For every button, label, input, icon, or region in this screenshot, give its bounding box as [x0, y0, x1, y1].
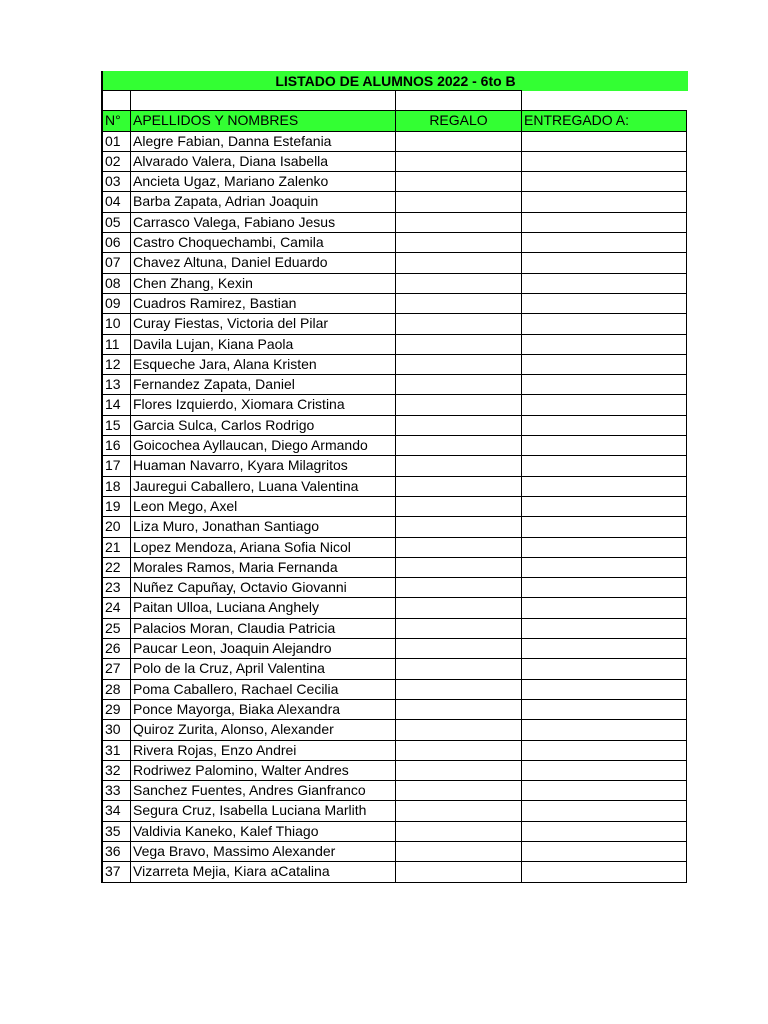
student-name-cell[interactable]: Chavez Altuna, Daniel Eduardo [130, 252, 396, 273]
table-row [101, 538, 688, 558]
delivered-cell[interactable] [521, 618, 687, 639]
delivered-cell[interactable] [521, 394, 687, 415]
student-name-cell[interactable]: Polo de la Cruz, April Valentina [130, 658, 396, 679]
delivered-cell[interactable] [521, 191, 687, 212]
student-name-cell[interactable]: Fernandez Zapata, Daniel [130, 374, 396, 395]
blank-cell [521, 90, 687, 111]
student-name-cell[interactable]: Rodriwez Palomino, Walter Andres [130, 760, 396, 781]
table-row [101, 233, 688, 253]
gift-cell[interactable] [395, 821, 522, 842]
delivered-cell[interactable] [521, 374, 687, 395]
delivered-cell[interactable] [521, 597, 687, 618]
delivered-cell[interactable] [521, 313, 687, 334]
student-num-cell[interactable]: 24 [101, 597, 131, 618]
delivered-cell[interactable] [521, 415, 687, 436]
student-name-cell[interactable]: Palacios Moran, Claudia Patricia [130, 618, 396, 639]
delivered-cell[interactable] [521, 821, 687, 842]
gift-cell[interactable] [395, 618, 522, 639]
gift-cell[interactable] [395, 719, 522, 740]
student-list-sheet [101, 71, 688, 883]
student-name-cell[interactable]: Jauregui Caballero, Luana Valentina [130, 476, 396, 497]
student-name-cell[interactable]: Chen Zhang, Kexin [130, 273, 396, 294]
student-name-cell[interactable]: Ponce Mayorga, Biaka Alexandra [130, 699, 396, 720]
table-row [101, 761, 688, 781]
gift-cell[interactable] [395, 212, 522, 233]
student-num-cell[interactable]: 21 [101, 537, 131, 558]
student-name-cell[interactable]: Vega Bravo, Massimo Alexander [130, 841, 396, 862]
gift-cell[interactable] [395, 476, 522, 497]
student-name-cell[interactable]: Alvarado Valera, Diana Isabella [130, 151, 396, 172]
gift-cell[interactable] [395, 577, 522, 598]
gift-cell[interactable] [395, 679, 522, 700]
blank-row [101, 91, 688, 111]
student-name-cell[interactable]: Valdivia Kaneko, Kalef Thiago [130, 821, 396, 842]
delivered-cell[interactable] [521, 861, 687, 882]
student-name-cell[interactable]: Carrasco Valega, Fabiano Jesus [130, 212, 396, 233]
student-num-cell[interactable]: 20 [101, 516, 131, 537]
student-num-cell[interactable]: 04 [101, 191, 131, 212]
delivered-cell[interactable] [521, 293, 687, 314]
table-row [101, 152, 688, 172]
student-num-cell[interactable]: 35 [101, 821, 131, 842]
table-row [101, 375, 688, 395]
delivered-cell[interactable] [521, 719, 687, 740]
delivered-cell[interactable] [521, 658, 687, 679]
blank-cell[interactable] [395, 90, 522, 111]
student-num-cell[interactable]: 26 [101, 638, 131, 659]
gift-cell[interactable] [395, 252, 522, 273]
gift-cell[interactable] [395, 638, 522, 659]
table-row [101, 456, 688, 476]
delivered-cell[interactable] [521, 516, 687, 537]
table-row [101, 578, 688, 598]
table-row [101, 862, 688, 882]
delivered-cell[interactable] [521, 557, 687, 578]
gift-cell[interactable] [395, 861, 522, 882]
table-row [101, 395, 688, 415]
student-name-cell[interactable]: Huaman Navarro, Kyara Milagritos [130, 455, 396, 476]
student-num-cell[interactable]: 02 [101, 151, 131, 172]
student-num-cell[interactable]: 22 [101, 557, 131, 578]
student-num-cell[interactable]: 28 [101, 679, 131, 700]
delivered-cell[interactable] [521, 334, 687, 355]
student-name-cell[interactable]: Vizarreta Mejia, Kiara aCatalina [130, 861, 396, 882]
student-num-cell[interactable]: 31 [101, 740, 131, 761]
delivered-cell[interactable] [521, 780, 687, 801]
header-name[interactable]: APELLIDOS Y NOMBRES [130, 110, 396, 131]
delivered-cell[interactable] [521, 212, 687, 233]
gift-cell[interactable] [395, 800, 522, 821]
gift-cell[interactable] [395, 740, 522, 761]
student-name-cell[interactable]: Segura Cruz, Isabella Luciana Marlith [130, 800, 396, 821]
student-num-cell[interactable]: 08 [101, 273, 131, 294]
gift-cell[interactable] [395, 841, 522, 862]
delivered-cell[interactable] [521, 760, 687, 781]
gift-cell[interactable] [395, 171, 522, 192]
gift-cell[interactable] [395, 760, 522, 781]
student-num-cell[interactable]: 25 [101, 618, 131, 639]
student-num-cell[interactable]: 29 [101, 699, 131, 720]
student-name-cell[interactable]: Liza Muro, Jonathan Santiago [130, 516, 396, 537]
gift-cell[interactable] [395, 131, 522, 152]
student-name-cell[interactable]: Barba Zapata, Adrian Joaquin [130, 191, 396, 212]
gift-cell[interactable] [395, 699, 522, 720]
table-row [101, 801, 688, 821]
table-row [101, 619, 688, 639]
gift-cell[interactable] [395, 313, 522, 334]
student-name-cell[interactable]: Rivera Rojas, Enzo Andrei [130, 740, 396, 761]
delivered-cell[interactable] [521, 638, 687, 659]
student-name-cell[interactable]: Ancieta Ugaz, Mariano Zalenko [130, 171, 396, 192]
table-row [101, 598, 688, 618]
student-num-cell[interactable]: 18 [101, 476, 131, 497]
delivered-cell[interactable] [521, 841, 687, 862]
table-row [101, 720, 688, 740]
table-row [101, 335, 688, 355]
column-header-row [101, 111, 688, 131]
student-num-cell[interactable]: 12 [101, 354, 131, 375]
student-name-cell[interactable]: Davila Lujan, Kiana Paola [130, 334, 396, 355]
table-row [101, 436, 688, 456]
student-name-cell[interactable]: Curay Fiestas, Victoria del Pilar [130, 313, 396, 334]
gift-cell[interactable] [395, 455, 522, 476]
gift-cell[interactable] [395, 537, 522, 558]
delivered-cell[interactable] [521, 455, 687, 476]
table-row [101, 172, 688, 192]
student-num-cell[interactable]: 13 [101, 374, 131, 395]
student-num-cell[interactable]: 36 [101, 841, 131, 862]
table-row [101, 741, 688, 761]
sheet-title: LISTADO DE ALUMNOS 2022 - 6to B [101, 71, 688, 91]
delivered-cell[interactable] [521, 131, 687, 152]
header-num[interactable]: N° [101, 110, 131, 131]
table-row [101, 639, 688, 659]
delivered-cell[interactable] [521, 496, 687, 517]
table-row [101, 517, 688, 537]
delivered-cell[interactable] [521, 354, 687, 375]
student-name-cell[interactable]: Alegre Fabian, Danna Estefania [130, 131, 396, 152]
student-num-cell[interactable]: 17 [101, 455, 131, 476]
gift-cell[interactable] [395, 354, 522, 375]
table-row [101, 314, 688, 334]
table-row [101, 294, 688, 314]
gift-cell[interactable] [395, 435, 522, 456]
gift-cell[interactable] [395, 597, 522, 618]
table-row [101, 700, 688, 720]
delivered-cell[interactable] [521, 232, 687, 253]
student-num-cell[interactable]: 09 [101, 293, 131, 314]
table-row [101, 680, 688, 700]
gift-cell[interactable] [395, 415, 522, 436]
student-name-cell[interactable]: Paitan Ulloa, Luciana Anghely [130, 597, 396, 618]
gift-cell[interactable] [395, 394, 522, 415]
delivered-cell[interactable] [521, 537, 687, 558]
student-num-cell[interactable]: 16 [101, 435, 131, 456]
delivered-cell[interactable] [521, 273, 687, 294]
delivered-cell[interactable] [521, 435, 687, 456]
student-name-cell[interactable]: Sanchez Fuentes, Andres Gianfranco [130, 780, 396, 801]
gift-cell[interactable] [395, 516, 522, 537]
delivered-cell[interactable] [521, 151, 687, 172]
gift-cell[interactable] [395, 334, 522, 355]
table-row [101, 822, 688, 842]
table-row [101, 213, 688, 233]
table-row [101, 842, 688, 862]
student-num-cell[interactable]: 06 [101, 232, 131, 253]
gift-cell[interactable] [395, 151, 522, 172]
table-row [101, 132, 688, 152]
delivered-cell[interactable] [521, 252, 687, 273]
student-num-cell[interactable]: 15 [101, 415, 131, 436]
header-gift[interactable]: REGALO [395, 110, 522, 131]
student-name-cell[interactable]: Goicochea Ayllaucan, Diego Armando [130, 435, 396, 456]
student-name-cell[interactable]: Castro Choquechambi, Camila [130, 232, 396, 253]
table-row [101, 781, 688, 801]
student-num-cell[interactable]: 03 [101, 171, 131, 192]
student-name-cell[interactable]: Esqueche Jara, Alana Kristen [130, 354, 396, 375]
table-row [101, 192, 688, 212]
student-num-cell[interactable]: 19 [101, 496, 131, 517]
blank-cell[interactable] [101, 90, 131, 111]
gift-cell[interactable] [395, 557, 522, 578]
student-num-cell[interactable]: 10 [101, 313, 131, 334]
student-num-cell[interactable]: 05 [101, 212, 131, 233]
blank-cell[interactable] [130, 90, 396, 111]
table-row [101, 477, 688, 497]
gift-cell[interactable] [395, 273, 522, 294]
student-num-cell[interactable]: 27 [101, 658, 131, 679]
student-name-cell[interactable]: Morales Ramos, Maria Fernanda [130, 557, 396, 578]
gift-cell[interactable] [395, 191, 522, 212]
student-num-cell[interactable]: 34 [101, 800, 131, 821]
student-name-cell[interactable]: Lopez Mendoza, Ariana Sofia Nicol [130, 537, 396, 558]
delivered-cell[interactable] [521, 171, 687, 192]
gift-cell[interactable] [395, 293, 522, 314]
student-num-cell[interactable]: 32 [101, 760, 131, 781]
delivered-cell[interactable] [521, 699, 687, 720]
delivered-cell[interactable] [521, 800, 687, 821]
delivered-cell[interactable] [521, 476, 687, 497]
gift-cell[interactable] [395, 780, 522, 801]
student-name-cell[interactable]: Poma Caballero, Rachael Cecilia [130, 679, 396, 700]
student-num-cell[interactable]: 14 [101, 394, 131, 415]
student-num-cell[interactable]: 23 [101, 577, 131, 598]
gift-cell[interactable] [395, 374, 522, 395]
table-row [101, 416, 688, 436]
student-rows [101, 132, 688, 883]
student-name-cell[interactable]: Garcia Sulca, Carlos Rodrigo [130, 415, 396, 436]
delivered-cell[interactable] [521, 679, 687, 700]
student-num-cell[interactable]: 37 [101, 861, 131, 882]
header-delivered[interactable]: ENTREGADO A: [521, 110, 687, 131]
student-num-cell[interactable]: 11 [101, 334, 131, 355]
student-name-cell[interactable]: Nuñez Capuñay, Octavio Giovanni [130, 577, 396, 598]
student-num-cell[interactable]: 30 [101, 719, 131, 740]
gift-cell[interactable] [395, 658, 522, 679]
delivered-cell[interactable] [521, 577, 687, 598]
student-name-cell[interactable]: Paucar Leon, Joaquin Alejandro [130, 638, 396, 659]
gift-cell[interactable] [395, 232, 522, 253]
student-name-cell[interactable]: Quiroz Zurita, Alonso, Alexander [130, 719, 396, 740]
student-name-cell[interactable]: Cuadros Ramirez, Bastian [130, 293, 396, 314]
student-name-cell[interactable]: Flores Izquierdo, Xiomara Cristina [130, 394, 396, 415]
table-row [101, 355, 688, 375]
table-row [101, 497, 688, 517]
delivered-cell[interactable] [521, 740, 687, 761]
table-row [101, 274, 688, 294]
table-row [101, 659, 688, 679]
student-num-cell[interactable]: 33 [101, 780, 131, 801]
table-row [101, 253, 688, 273]
student-num-cell[interactable]: 07 [101, 252, 131, 273]
table-row [101, 558, 688, 578]
gift-cell[interactable] [395, 496, 522, 517]
student-num-cell[interactable]: 01 [101, 131, 131, 152]
student-name-cell[interactable]: Leon Mego, Axel [130, 496, 396, 517]
